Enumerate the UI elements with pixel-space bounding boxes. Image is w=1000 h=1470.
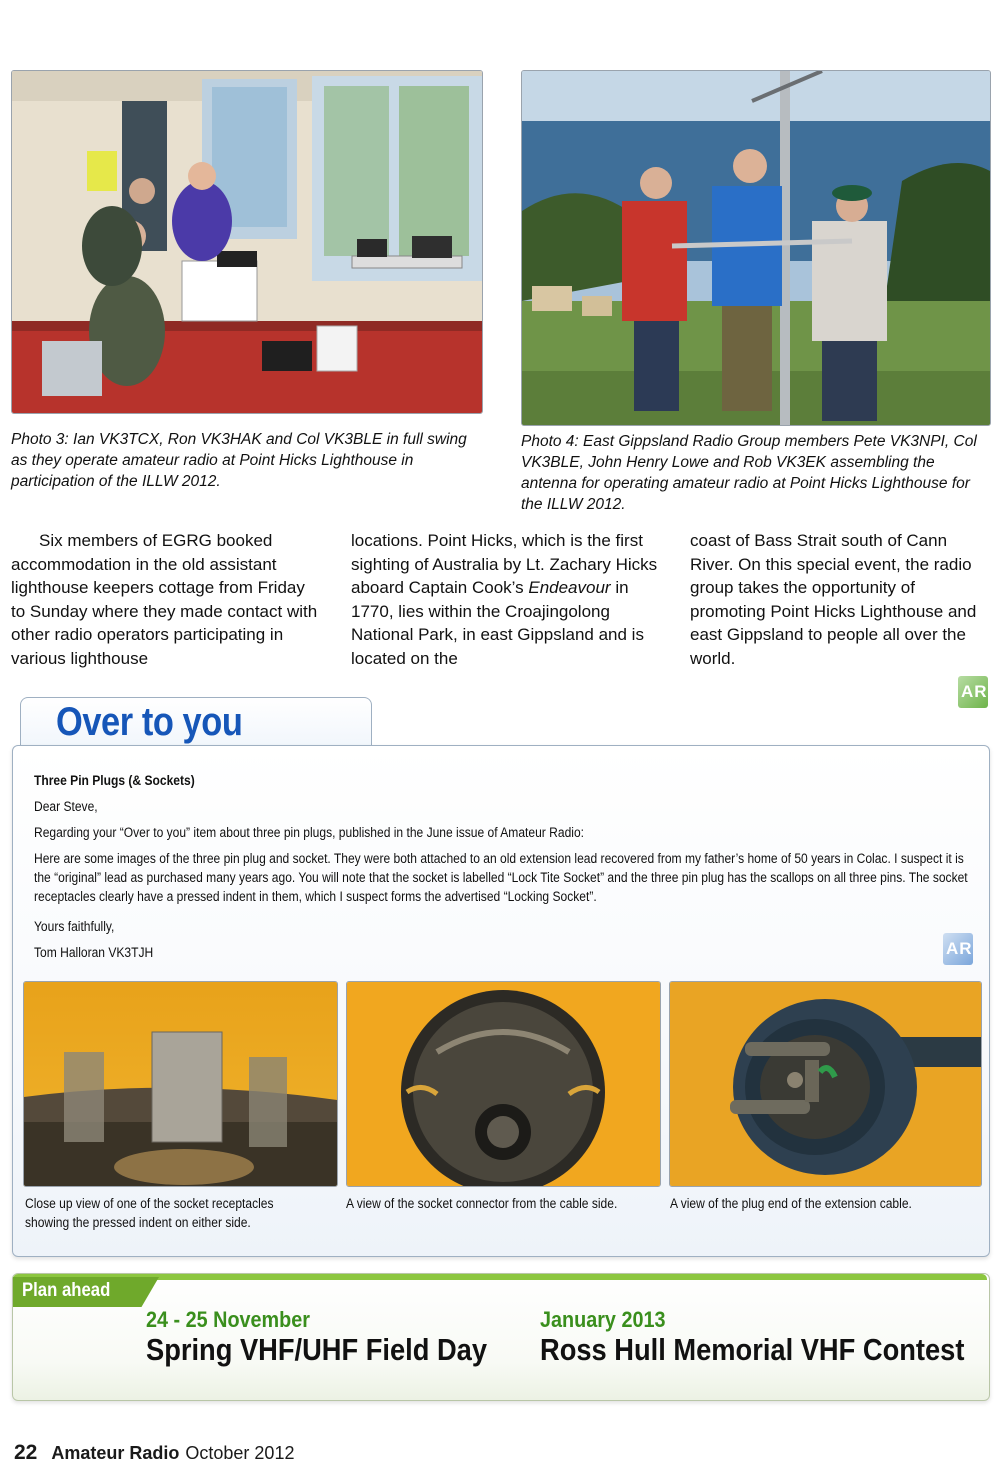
plan-ahead-label: Plan ahead	[22, 1280, 111, 1301]
letter-signoff: Yours faithfully,	[34, 919, 115, 934]
issue-date: October 2012	[185, 1443, 295, 1463]
ar-letter-end-mark-logo	[943, 933, 973, 965]
event-2-date: January 2013	[540, 1307, 666, 1332]
letter-intro: Regarding your “Over to you” item about three pin plugs, published in the June issue of Amateur Radio:	[34, 825, 585, 840]
socket-cable-side-photo	[346, 981, 661, 1187]
article-column-2-text-a: locations. Point Hicks, which is the first sighting of Australia by Lt. Zachary Hicks aboard Captain Cook’s	[351, 531, 658, 597]
socket-receptacle-caption: Close up view of one of the socket receptacles showing the pressed indent on either side.	[25, 1196, 274, 1230]
page-number: 22	[14, 1441, 38, 1464]
article-column-2	[351, 529, 661, 670]
article-column-2-text	[351, 529, 661, 670]
photo-4-antenna-assembly	[521, 70, 991, 426]
photo-3-operators	[11, 70, 483, 414]
socket-cable-side-caption: A view of the socket connector from the cable side.	[346, 1196, 618, 1211]
magazine-name: Amateur Radio	[51, 1443, 180, 1463]
article-column-1-text: Six members of EGRG booked accommodation in the old assistant lighthouse keepers cottage from Friday to Sunday where they made contact with other radio operators participating in various lighthouse	[11, 531, 318, 668]
ship-name: Endeavour	[528, 578, 611, 597]
plug-end-caption: A view of the plug end of the extension cable.	[670, 1196, 912, 1211]
ar-letter-end-mark-text: AR	[946, 939, 973, 958]
socket-receptacle-photo	[23, 981, 338, 1187]
plug-end-photo	[669, 981, 982, 1187]
article-column-2-text-b: in 1770, lies within the Croajingolong National Park, in east Gippsland and is located on the	[351, 578, 644, 668]
over-to-you-heading: Over to you	[56, 700, 243, 744]
letter-signature: Tom Halloran VK3TJH	[34, 945, 154, 960]
photo-3-caption: Photo 3: Ian VK3TCX, Ron VK3HAK and Col VK3BLE in full swing as they operate amateur radio at Point Hicks Lighthouse in participation of the ILLW 2012.	[11, 431, 467, 490]
letter-body: Here are some images of the three pin plug and socket. They were both attached to an old extension lead recovered from my father’s home of 50 years in Colac. I suspect it is the “original” lead as purchased many years ago. You will note that the socket is labelled “Lock Tite Socket” and the three pin plug has the scallops on all three pins. The socket receptacles clearly have a pressed indent in them, which I suspect forms the advertised “Locking Socket”.	[34, 851, 968, 904]
article-column-3	[690, 529, 990, 670]
letter-title: Three Pin Plugs (& Sockets)	[34, 773, 195, 788]
article-column-1	[11, 529, 321, 670]
plan-ahead-strip	[13, 1274, 987, 1280]
event-1-date: 24 - 25 November	[146, 1307, 310, 1332]
ar-end-mark-logo	[958, 676, 988, 708]
ar-end-mark-text: AR	[961, 682, 988, 701]
event-1-name: Spring VHF/UHF Field Day	[146, 1332, 488, 1367]
article-column-3-text: coast of Bass Strait south of Cann River. On this special event, the radio group takes the opportunity of promoting Point Hicks Lighthouse and east Gippsland to people all over the world.	[690, 531, 977, 668]
page-footer	[14, 1441, 294, 1465]
photo-4-caption: Photo 4: East Gippsland Radio Group members Pete VK3NPI, Col VK3BLE, John Henry Lowe and Rob VK3EK assembling the antenna for operating amateur radio at Point Hicks Lighthouse for the ILLW 2012.	[521, 433, 977, 513]
event-2-name: Ross Hull Memorial VHF Contest	[540, 1332, 965, 1367]
letter-salutation: Dear Steve,	[34, 799, 98, 814]
